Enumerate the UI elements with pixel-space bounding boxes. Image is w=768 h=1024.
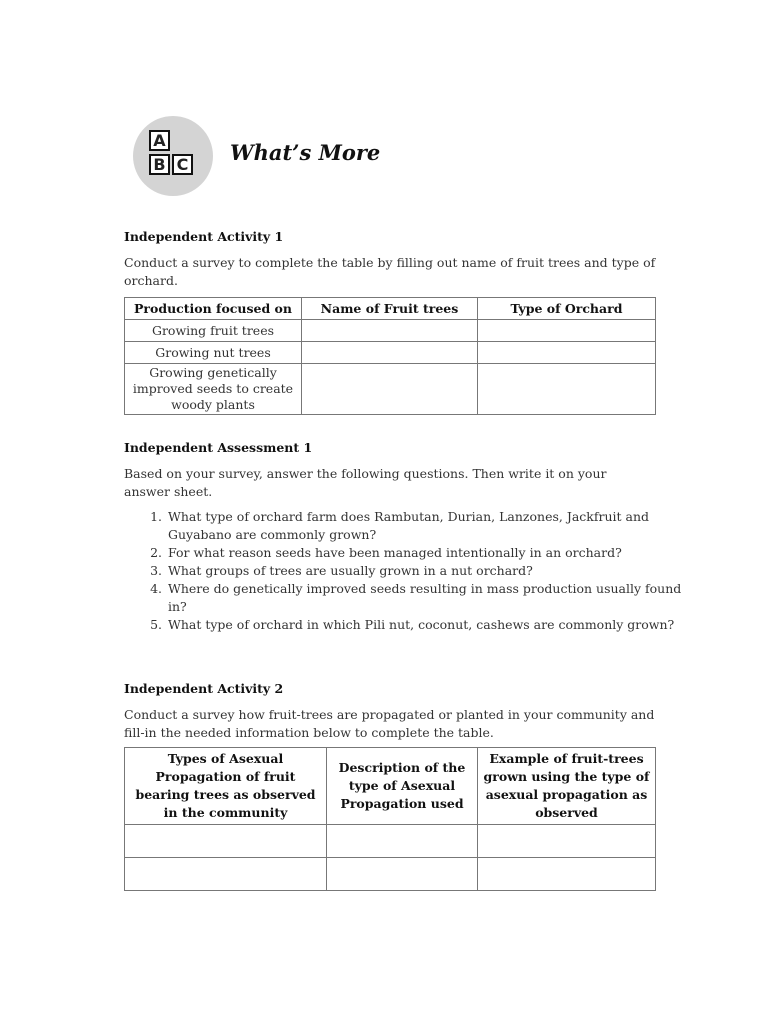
table-cell-empty[interactable] xyxy=(327,858,478,891)
table-cell-empty[interactable] xyxy=(478,364,656,415)
activity2-table xyxy=(124,747,656,891)
activity1-table xyxy=(124,297,656,415)
list-item: 2. For what reason seeds have been managed intentionally in an orchard? xyxy=(166,544,698,562)
table-cell-empty[interactable] xyxy=(478,858,656,891)
abc-blocks-logo xyxy=(133,116,213,196)
section-header xyxy=(133,116,381,196)
table-header-row xyxy=(125,748,656,825)
table-cell-empty[interactable] xyxy=(327,825,478,858)
letter-block-a: A xyxy=(149,130,170,151)
list-item: 4. Where do genetically improved seeds resulting in mass production usually found in? xyxy=(166,580,698,616)
table-cell-empty[interactable] xyxy=(302,320,478,342)
assessment1-heading: Independent Assessment 1 xyxy=(124,440,313,455)
table-cell-empty[interactable] xyxy=(478,320,656,342)
table-row xyxy=(125,858,656,891)
table-header-cell: Name of Fruit trees xyxy=(302,298,478,320)
table-row xyxy=(125,342,656,364)
table-row xyxy=(125,364,656,415)
table-row xyxy=(125,320,656,342)
table-header-cell: Example of fruit-trees grown using the type of asexual propagation as observed xyxy=(478,748,656,825)
page-title: What’s More xyxy=(230,140,381,165)
assessment1-instructions: Based on your survey, answer the following questions. Then write it on your answer sheet. xyxy=(124,466,607,499)
questions-list xyxy=(124,508,698,634)
table-row xyxy=(125,825,656,858)
activity1-heading: Independent Activity 1 xyxy=(124,229,284,244)
table-cell-empty[interactable] xyxy=(125,858,327,891)
table-header-row xyxy=(125,298,656,320)
table-cell-empty[interactable] xyxy=(302,364,478,415)
letter-block-b: B xyxy=(149,154,170,175)
activity1-instructions: Conduct a survey to complete the table by filling out name of fruit trees and type of orchard. xyxy=(124,255,656,288)
activity2-instructions: Conduct a survey how fruit-trees are propagated or planted in your community and fill-in the needed information below to complete the table. xyxy=(124,707,655,740)
table-header-cell: Production focused on xyxy=(125,298,302,320)
table-cell: Growing genetically improved seeds to create woody plants xyxy=(125,364,302,415)
letter-block-c: C xyxy=(172,154,193,175)
list-item: 5. What type of orchard in which Pili nut, coconut, cashews are commonly grown? xyxy=(166,616,698,634)
table-header-cell: Description of the type of Asexual Propagation used xyxy=(327,748,478,825)
table-cell-empty[interactable] xyxy=(302,342,478,364)
table-header-cell: Type of Orchard xyxy=(478,298,656,320)
list-item: 1. What type of orchard farm does Rambutan, Durian, Lanzones, Jackfruit and Guyabano are commonly grown? xyxy=(166,508,698,544)
table-header-cell: Types of Asexual Propagation of fruit bearing trees as observed in the community xyxy=(125,748,327,825)
list-item: 3. What groups of trees are usually grown in a nut orchard? xyxy=(166,562,698,580)
table-cell: Growing nut trees xyxy=(125,342,302,364)
table-cell-empty[interactable] xyxy=(478,342,656,364)
table-cell-empty[interactable] xyxy=(478,825,656,858)
table-cell: Growing fruit trees xyxy=(125,320,302,342)
activity2-heading: Independent Activity 2 xyxy=(124,681,284,696)
table-cell-empty[interactable] xyxy=(125,825,327,858)
